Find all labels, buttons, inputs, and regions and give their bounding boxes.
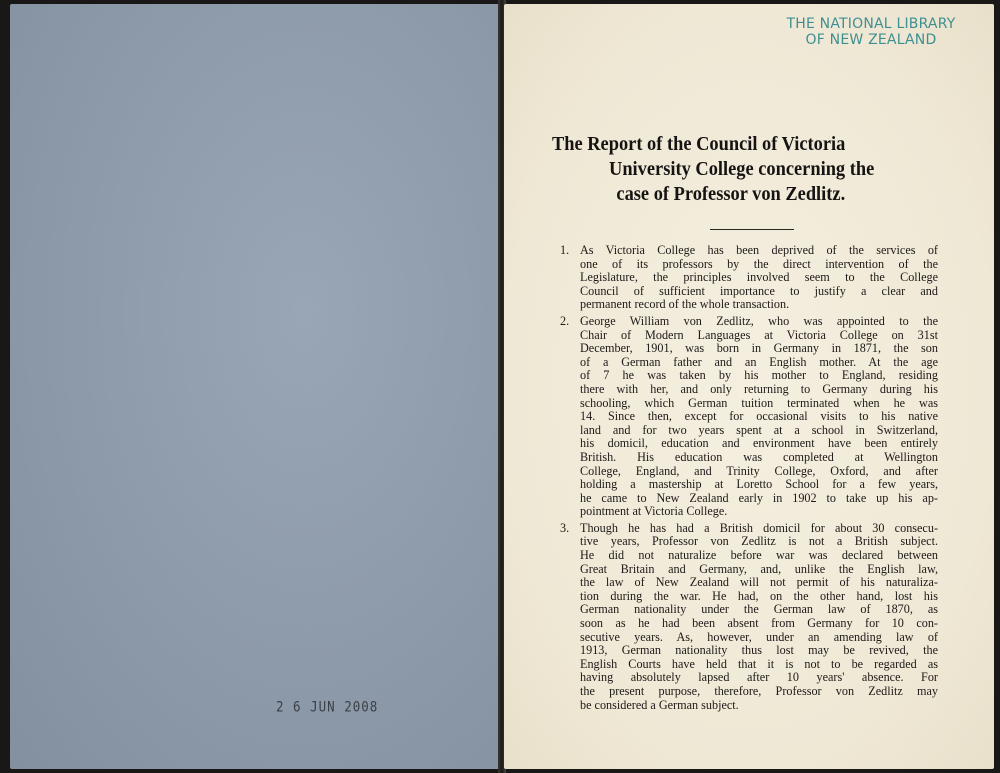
report-title-line-1: The Report of the Council of Victoria (552, 133, 846, 155)
library-stamp-line-1: THE NATIONAL LIBRARY (786, 16, 956, 32)
text-line: soon as he had been absent from Germany for 10 con- (580, 616, 938, 631)
text-line: there with her, and only returning to Germany during his (580, 381, 938, 396)
paragraph-number: 3. (560, 520, 570, 535)
paragraph-number: 2. (560, 313, 570, 328)
paragraph-3 (558, 522, 938, 712)
report-title-line-3: case of Professor von Zedlitz. (616, 183, 846, 205)
text-line: 14. Since then, except for occasional visits to his native (580, 409, 938, 424)
text-line: his domicil, education and environment have been entirely (580, 436, 938, 451)
text-line: one of its professors by the direct intervention of the (580, 256, 938, 271)
text-line: the present purpose, therefore, Professor von Zedlitz may (580, 684, 938, 698)
text-line: British. His education was completed at Wellington (580, 449, 938, 464)
text-line: holding a mastership at Loretto School for a few years, (580, 477, 938, 492)
paragraph-1 (558, 244, 938, 312)
paragraph-number: 1. (560, 243, 570, 257)
text-line: tion during the war. He had, on the other hand, lost his (580, 588, 938, 603)
paragraph-2 (558, 315, 938, 519)
text-line: pointment at Victoria College. (580, 504, 728, 519)
text-line: As Victoria College has been deprived of the services of (580, 243, 938, 257)
date-stamp: 2 6 JUN 2008 (276, 697, 379, 716)
right-page (504, 4, 994, 769)
text-line: permanent record of the whole transaction. (580, 297, 790, 312)
text-line: secutive years. As, however, under an amending law of (580, 629, 938, 644)
text-line: College, England, and Trinity College, Oxford, and after (580, 463, 938, 478)
text-line: Council of sufficient importance to justify a clear and (580, 283, 938, 298)
text-line: Legislature, the principles involved seem to the College (580, 270, 938, 285)
text-line: 1913, German nationality thus lost may be revived, the (580, 643, 938, 658)
title-divider (710, 229, 794, 230)
text-line: be considered a German subject. (580, 697, 739, 712)
text-line: German nationality under the German law of 1870, as (580, 602, 938, 617)
report-body (558, 244, 938, 715)
text-line: the law of New Zealand will not permit of his naturaliza- (580, 575, 938, 590)
report-title-line-2: University College concerning the (609, 158, 875, 180)
text-line: having absolutely lapsed after 10 years' absence. For (580, 670, 938, 685)
text-line: George William von Zedlitz, who was appointed to the (580, 313, 938, 328)
text-line: December, 1901, was born in Germany in 1871, the son (580, 341, 938, 356)
text-line: schooling, which German tuition terminated when he was (580, 395, 938, 410)
text-line: Though he has had a British domicil for about 30 consecu- (580, 520, 938, 535)
library-stamp-line-2: OF NEW ZEALAND (805, 32, 937, 48)
library-stamp (766, 16, 976, 48)
text-line: Chair of Modern Languages at Victoria College on 31st (580, 327, 938, 342)
text-line: He did not naturalize before war was declared between (580, 548, 938, 563)
text-line: Great Britain and Germany, and, unlike the English law, (580, 561, 938, 576)
text-line: English Courts have held that it is not to be regarded as (580, 656, 938, 671)
text-line: of a German father and an English mother. At the age (580, 354, 938, 369)
left-page-blank-endpaper (10, 4, 500, 769)
text-line: tive years, Professor von Zedlitz is not a British subject. (580, 534, 938, 549)
text-line: land and for two years spent at a school in Switzerland, (580, 422, 938, 437)
report-title (552, 132, 902, 207)
text-line: he came to New Zealand early in 1902 to take up his ap- (580, 490, 938, 505)
text-line: of 7 he was taken by his mother to England, residing (580, 368, 938, 383)
